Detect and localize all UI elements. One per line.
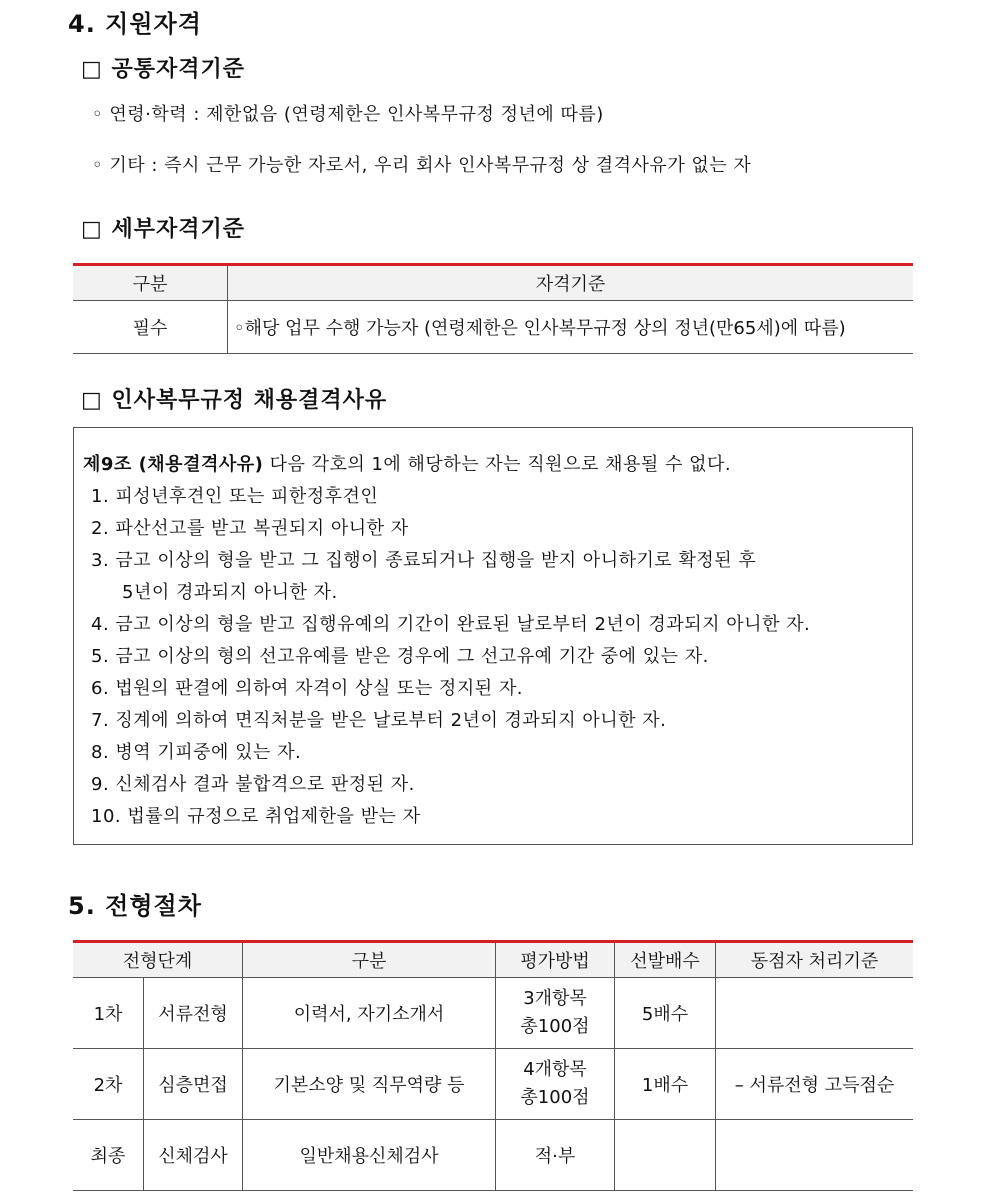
cell-tiebreak: – 서류전형 고득점순 — [716, 1049, 914, 1120]
list-item: 4. 금고 이상의 형을 받고 집행유예의 기간이 완료된 날로부터 2년이 경과되지 아니한 자. — [91, 614, 811, 635]
header-category: 구분 — [243, 942, 496, 978]
method-line-2: 총100점 — [520, 1016, 590, 1037]
cell-stage-name: 신체검사 — [144, 1120, 243, 1191]
table-row — [73, 301, 913, 354]
cell-required: 필수 — [73, 301, 228, 354]
cell-stage-name: 서류전형 — [144, 978, 243, 1049]
cell-multiple: 1배수 — [615, 1049, 716, 1120]
common-criteria-item-age: ◦ 연령·학력 : 제한없음 (연령제한은 인사복무규정 정년에 따름) — [92, 104, 604, 125]
cell-multiple — [615, 1120, 716, 1191]
list-item: 3. 금고 이상의 형을 받고 그 집행이 종료되거나 집행을 받지 아니하기로 확정된 후 — [91, 550, 757, 571]
cell-stage: 2차 — [73, 1049, 144, 1120]
header-tiebreak: 동점자 처리기준 — [716, 942, 914, 978]
list-item: 9. 신체검사 결과 불합격으로 판정된 자. — [91, 774, 415, 795]
cell-stage: 최종 — [73, 1120, 144, 1191]
table-header-row — [73, 942, 913, 978]
list-item: 1. 피성년후견인 또는 피한정후견인 — [91, 486, 379, 507]
article-text: 다음 각호의 1에 해당하는 자는 직원으로 채용될 수 없다. — [263, 454, 732, 475]
cell-content: 일반채용신체검사 — [243, 1120, 496, 1191]
header-multiple: 선발배수 — [615, 942, 716, 978]
list-item: 6. 법원의 판결에 의하여 자격이 상실 또는 정지된 자. — [91, 678, 523, 699]
cell-method — [496, 978, 615, 1049]
list-item: 8. 병역 기피중에 있는 자. — [91, 742, 302, 763]
detail-criteria-table — [73, 263, 913, 354]
method-line-1: 4개항목 — [523, 1059, 587, 1080]
list-item: 5. 금고 이상의 형의 선고유예를 받은 경우에 그 선고유예 기간 중에 있는 자. — [91, 646, 709, 667]
cell-criteria-text: ◦해당 업무 수행 가능자 (연령제한은 인사복무규정 상의 정년(만65세)에 따름) — [228, 301, 914, 354]
header-criteria: 자격기준 — [228, 265, 914, 301]
list-item: 10. 법률의 규정으로 취업제한을 받는 자 — [91, 806, 421, 827]
section5-title: 5. 전형절차 — [68, 892, 202, 920]
disqualification-box — [73, 427, 913, 845]
list-item-continuation: 5년이 경과되지 아니한 자. — [122, 582, 338, 603]
cell-method — [496, 1049, 615, 1120]
header-category: 구분 — [73, 265, 228, 301]
common-criteria-title: □ 공통자격기준 — [81, 57, 245, 82]
cell-content: 이력서, 자기소개서 — [243, 978, 496, 1049]
table-header-row — [73, 265, 913, 301]
cell-stage: 1차 — [73, 978, 144, 1049]
cell-stage-name: 심층면접 — [144, 1049, 243, 1120]
cell-multiple: 5배수 — [615, 978, 716, 1049]
section4-title: 4. 지원자격 — [68, 10, 202, 38]
method-line-1: 3개항목 — [523, 988, 587, 1009]
table-row — [73, 1049, 913, 1120]
list-item: 2. 파산선고를 받고 복권되지 아니한 자 — [91, 518, 409, 539]
cell-content: 기본소양 및 직무역량 등 — [243, 1049, 496, 1120]
header-method: 평가방법 — [496, 942, 615, 978]
common-criteria-item-other: ◦ 기타 : 즉시 근무 가능한 자로서, 우리 회사 인사복무규정 상 결격사유가 없는 자 — [92, 155, 752, 176]
cell-tiebreak — [716, 978, 914, 1049]
selection-process-table — [73, 940, 913, 1191]
article-number: 제9조 (채용결격사유) — [83, 454, 264, 475]
disqualification-title: □ 인사복무규정 채용결격사유 — [81, 388, 388, 413]
detail-criteria-title: □ 세부자격기준 — [81, 217, 245, 242]
article-heading — [83, 450, 731, 476]
cell-tiebreak — [716, 1120, 914, 1191]
list-item: 7. 징계에 의하여 면직처분을 받은 날로부터 2년이 경과되지 아니한 자. — [91, 710, 667, 731]
table-row — [73, 1120, 913, 1191]
cell-method: 적·부 — [496, 1120, 615, 1191]
table-row — [73, 978, 913, 1049]
method-line-2: 총100점 — [520, 1087, 590, 1108]
header-stage: 전형단계 — [73, 942, 243, 978]
